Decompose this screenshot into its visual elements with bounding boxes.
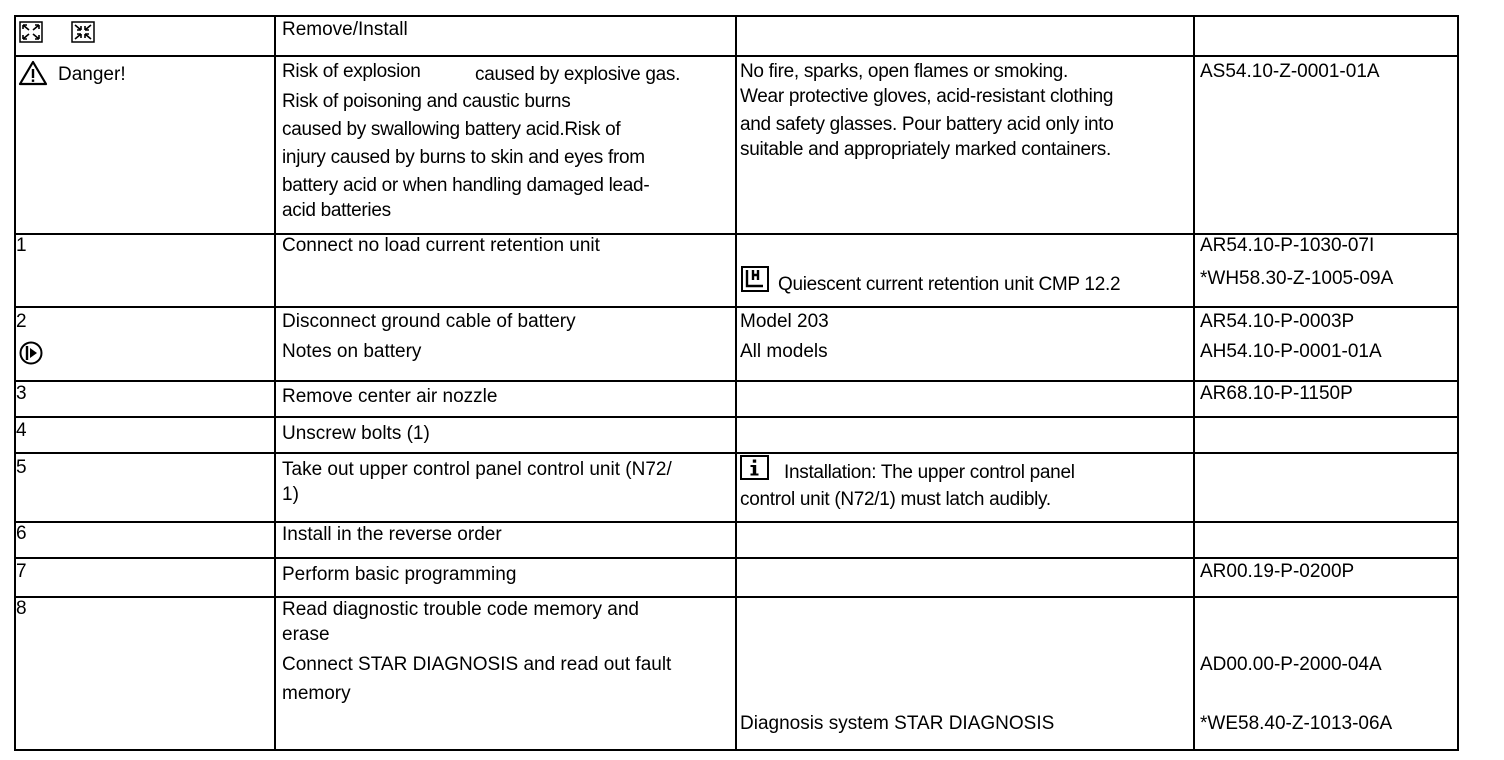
danger-measure-line: No fire, sparks, open flames or smoking. <box>740 61 1069 82</box>
step-ref[interactable]: *WE58.40-Z-1013-06A <box>1200 713 1393 734</box>
step-note: control unit (N72/1) must latch audibly. <box>740 489 1051 510</box>
danger-label: Danger! <box>58 64 126 85</box>
header-action: Remove/Install <box>282 19 408 40</box>
danger-risk-line: caused by explosive gas. <box>475 64 681 85</box>
step-number: 4 <box>16 420 27 441</box>
step-ref[interactable]: AR00.19-P-0200P <box>1200 561 1355 582</box>
danger-risk-line: Risk of explosion <box>282 61 421 82</box>
step-ref[interactable]: AR54.10-P-0003P <box>1200 311 1355 332</box>
step-action: 1) <box>282 484 299 505</box>
step-note: Installation: The upper control panel <box>784 462 1075 483</box>
step-ref[interactable]: AD00.00-P-2000-04A <box>1200 654 1382 675</box>
danger-ref[interactable]: AS54.10-Z-0001-01A <box>1200 61 1380 82</box>
table-border-right <box>1457 15 1459 751</box>
step-ref[interactable]: AR54.10-P-1030-07I <box>1200 235 1375 256</box>
danger-measure-line: and safety glasses. Pour battery acid only into <box>740 114 1114 135</box>
danger-measure-line: Wear protective gloves, acid-resistant clothing <box>740 86 1114 107</box>
step-tool: Diagnosis system STAR DIAGNOSIS <box>740 713 1055 734</box>
column-divider <box>735 15 737 751</box>
step-action: Remove center air nozzle <box>282 386 498 407</box>
info-icon <box>740 455 769 480</box>
column-divider <box>274 15 276 751</box>
notes-icon <box>18 340 44 366</box>
step-action: Connect STAR DIAGNOSIS and read out fault <box>282 654 672 675</box>
danger-risk-line: acid batteries <box>282 200 391 221</box>
step-action: Perform basic programming <box>282 564 517 585</box>
step-tool: Quiescent current retention unit CMP 12.2 <box>778 274 1121 295</box>
step-action: Take out upper control panel control unit (N72/ <box>282 459 672 480</box>
collapse-arrows-icon <box>71 21 95 43</box>
warning-triangle-icon <box>18 60 48 86</box>
tool-icon <box>741 266 769 292</box>
column-divider <box>1193 15 1195 751</box>
step-action: Connect no load current retention unit <box>282 235 600 256</box>
step-note: Model 203 <box>740 311 829 332</box>
danger-risk-line: injury caused by burns to skin and eyes from <box>282 147 645 168</box>
danger-risk-line: battery acid or when handling damaged lead- <box>282 175 650 196</box>
danger-risk-line: Risk of poisoning and caustic burns <box>282 91 571 112</box>
step-number: 8 <box>16 598 27 619</box>
step-action: memory <box>282 683 351 704</box>
expand-arrows-icon <box>19 21 43 43</box>
step-number: 6 <box>16 523 27 544</box>
step-action: erase <box>282 624 330 645</box>
step-number: 5 <box>16 457 27 478</box>
danger-risk-line: caused by swallowing battery acid.Risk of <box>282 119 621 140</box>
step-number: 1 <box>16 235 27 256</box>
step-ref[interactable]: AH54.10-P-0001-01A <box>1200 341 1382 362</box>
step-action: Install in the reverse order <box>282 524 502 545</box>
step-number: 2 <box>16 311 27 332</box>
step-note: All models <box>740 341 828 362</box>
step-ref[interactable]: AR68.10-P-1150P <box>1200 383 1353 404</box>
step-number: 3 <box>16 383 27 404</box>
step-ref[interactable]: *WH58.30-Z-1005-09A <box>1200 268 1394 289</box>
step-number: 7 <box>16 561 27 582</box>
step-action: Unscrew bolts (1) <box>282 423 430 444</box>
step-action: Disconnect ground cable of battery <box>282 311 576 332</box>
danger-measure-line: suitable and appropriately marked containers. <box>740 139 1111 160</box>
step-action: Read diagnostic trouble code memory and <box>282 599 639 620</box>
step-action: Notes on battery <box>282 341 422 362</box>
